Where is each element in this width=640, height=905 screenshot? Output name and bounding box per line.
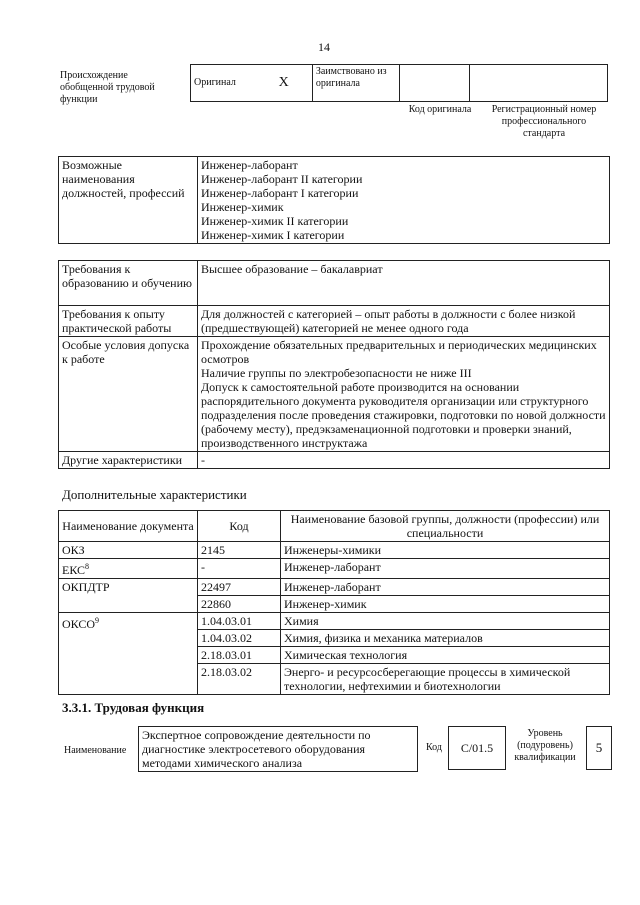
header-doc: Наименование документа (59, 511, 198, 542)
level-box (586, 726, 612, 770)
position-item: Инженер-химик (201, 200, 284, 214)
table-row (59, 559, 610, 579)
table-row (59, 613, 610, 630)
name-cell: Инженер-лаборант (281, 579, 610, 596)
origin-label: Происхождение обобщенной трудовой функции (60, 70, 155, 105)
function-name-label: Наименование (64, 745, 127, 756)
req-value-line: Прохождение обязательных предварительных и периодических медицинских осмотров (201, 338, 597, 366)
original-mark: X (276, 65, 313, 102)
requirements-table (58, 260, 610, 469)
req-value (198, 337, 610, 452)
req-label: Особые условия допуска к работе (59, 337, 198, 452)
name-cell: Химия, физика и механика материалов (281, 630, 610, 647)
code-cell: 1.04.03.01 (198, 613, 281, 630)
table-row (59, 579, 610, 596)
positions-list (198, 157, 610, 244)
footnote-ref: 9 (95, 616, 100, 625)
code-cell: 22860 (198, 596, 281, 613)
function-code-value: C/01.5 (449, 727, 506, 770)
position-item: Инженер-химик II категории (201, 214, 349, 228)
reg-number-cell (469, 65, 607, 102)
function-name-value: Экспертное сопровождение деятельности по диагностике электросетевого оборудования методами химического анализа (139, 727, 418, 772)
name-cell: Инженер-лаборант (281, 559, 610, 579)
code-cell: 2145 (198, 542, 281, 559)
page-number: 14 (318, 40, 330, 54)
table-row (59, 542, 610, 559)
position-item: Инженер-лаборант I категории (201, 186, 359, 200)
code-caption: Код оригинала (408, 104, 472, 115)
code-cell: - (198, 559, 281, 579)
original-label: Оригинал (191, 65, 276, 102)
name-cell: Энерго- и ресурсосберегающие процессы в химической технологии, нефтехимии и биотехнологии (281, 664, 610, 695)
position-item: Инженер-химик I категории (201, 228, 345, 242)
additional-title: Дополнительные характеристики (62, 487, 247, 502)
function-code-label: Код (426, 742, 442, 753)
req-label: Другие характеристики (59, 452, 198, 469)
doc-cell (59, 559, 198, 579)
header-code: Код (198, 511, 281, 542)
positions-table (58, 156, 610, 244)
doc-cell: ОКПДТР (59, 579, 198, 613)
position-item: Инженер-лаборант II категории (201, 172, 363, 186)
name-cell: Инженеры-химики (281, 542, 610, 559)
level-label: Уровень (подуровень) квалификации (514, 728, 576, 763)
doc-name: ОКСО (62, 617, 96, 631)
header-name: Наименование базовой группы, должности (профессии) или специальности (281, 511, 610, 542)
function-code-box (448, 726, 506, 770)
req-value: Для должностей с категорией – опыт работы в должности с более низкой (предшествующей) категорией не менее одного года (198, 306, 610, 337)
origin-table (190, 64, 608, 102)
name-cell: Инженер-химик (281, 596, 610, 613)
borrowed-label: Заимствовано из оригинала (312, 65, 400, 102)
doc-name: ЕКС (62, 563, 86, 577)
function-name-box (138, 726, 418, 772)
req-value-line: Допуск к самостоятельной работе производится на основании распорядительного документа руководителя организации или структурного подразделения после проведения стажировки, подготовки по новой должности (рабочему месту), предэкзаменационной подготовки и проверки знаний, производственного инструктажа (201, 380, 606, 450)
original-code-cell (400, 65, 470, 102)
req-value: Высшее образование – бакалавриат (198, 261, 610, 306)
positions-label: Возможные наименования должностей, профессий (59, 157, 198, 244)
section-heading: 3.3.1. Трудовая функция (62, 700, 205, 715)
req-value-line: Наличие группы по электробезопасности не ниже III (201, 366, 472, 380)
doc-cell (59, 613, 198, 695)
code-cell: 2.18.03.01 (198, 647, 281, 664)
footnote-ref: 8 (85, 562, 90, 571)
code-cell: 2.18.03.02 (198, 664, 281, 695)
level-value: 5 (587, 727, 612, 770)
req-value: - (198, 452, 610, 469)
name-cell: Химия (281, 613, 610, 630)
position-item: Инженер-лаборант (201, 158, 298, 172)
additional-table (58, 510, 610, 695)
doc-cell: ОКЗ (59, 542, 198, 559)
reg-caption: Регистрационный номер профессионального стандарта (491, 104, 597, 139)
code-cell: 22497 (198, 579, 281, 596)
req-label: Требования к опыту практической работы (59, 306, 198, 337)
req-label: Требования к образованию и обучению (59, 261, 198, 306)
code-cell: 1.04.03.02 (198, 630, 281, 647)
name-cell: Химическая технология (281, 647, 610, 664)
